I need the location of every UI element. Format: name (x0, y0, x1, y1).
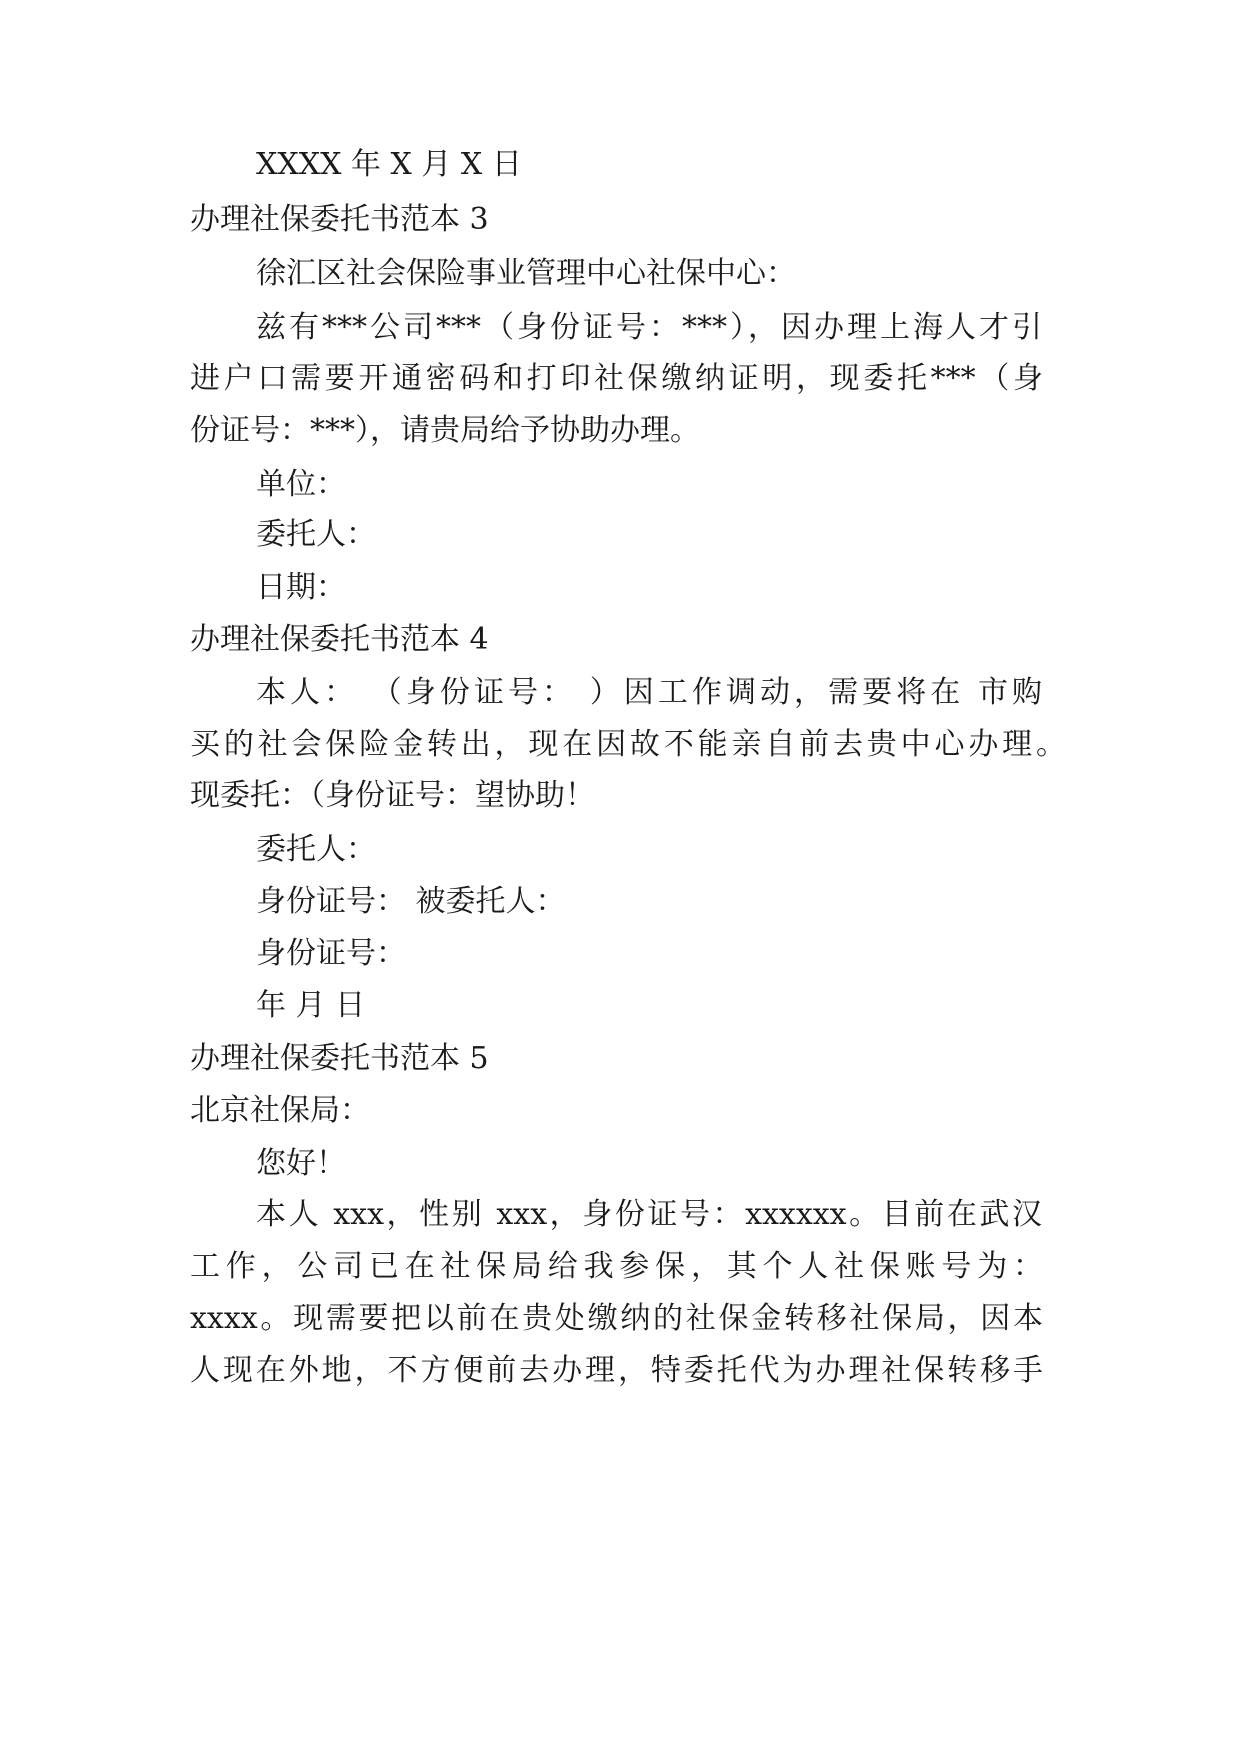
addressee-3: 徐汇区社会保险事业管理中心社保中心： (256, 256, 796, 291)
body-line-5-4: 人现在外地，不方便前去办理，特委托代为办理社保转移手 (190, 1353, 1043, 1388)
body-line-4-3: 现委托：（身份证号：望协助！ (190, 778, 595, 813)
body-line-5-1: 本人 xxx，性别 xxx，身份证号：xxxxxx。目前在武汉 (256, 1197, 1042, 1232)
date-blank-4: 年 月 日 (256, 988, 366, 1023)
principal-label-3: 委托人： (256, 517, 376, 552)
id-and-agent-label: 身份证号： 被委托人： (256, 884, 566, 919)
section-title-5: 办理社保委托书范本 5 (190, 1041, 489, 1076)
addressee-5: 北京社保局： (190, 1093, 370, 1128)
body-line-4-2: 买的社会保险金转出，现在因故不能亲自前去贵中心办理。 (190, 727, 1066, 762)
body-line-5-3: xxxx。现需要把以前在贵处缴纳的社保金转移社保局，因本 (190, 1301, 1043, 1336)
id-label-4: 身份证号： (256, 936, 406, 971)
greeting-5: 您好！ (256, 1146, 346, 1181)
date-line: XXXX 年 X 月 X 日 (256, 147, 522, 182)
body-line-3-3: 份证号：***），请贵局给予协助办理。 (190, 413, 700, 448)
date-label-3: 日期： (256, 570, 346, 605)
section-title-3: 办理社保委托书范本 3 (190, 202, 489, 237)
principal-label-4: 委托人： (256, 832, 376, 867)
unit-label: 单位： (256, 467, 346, 502)
body-line-5-2: 工作，公司已在社保局给我参保，其个人社保账号为： (190, 1249, 1043, 1284)
body-line-4-1: 本人： （身份证号： ）因工作调动，需要将在 市购 (256, 675, 1042, 710)
section-title-4: 办理社保委托书范本 4 (190, 622, 489, 657)
body-line-3-1: 兹有***公司***（身份证号：***），因办理上海人才引 (256, 310, 1042, 345)
body-line-3-2: 进户口需要开通密码和打印社保缴纳证明，现委托***（身 (190, 361, 1043, 396)
